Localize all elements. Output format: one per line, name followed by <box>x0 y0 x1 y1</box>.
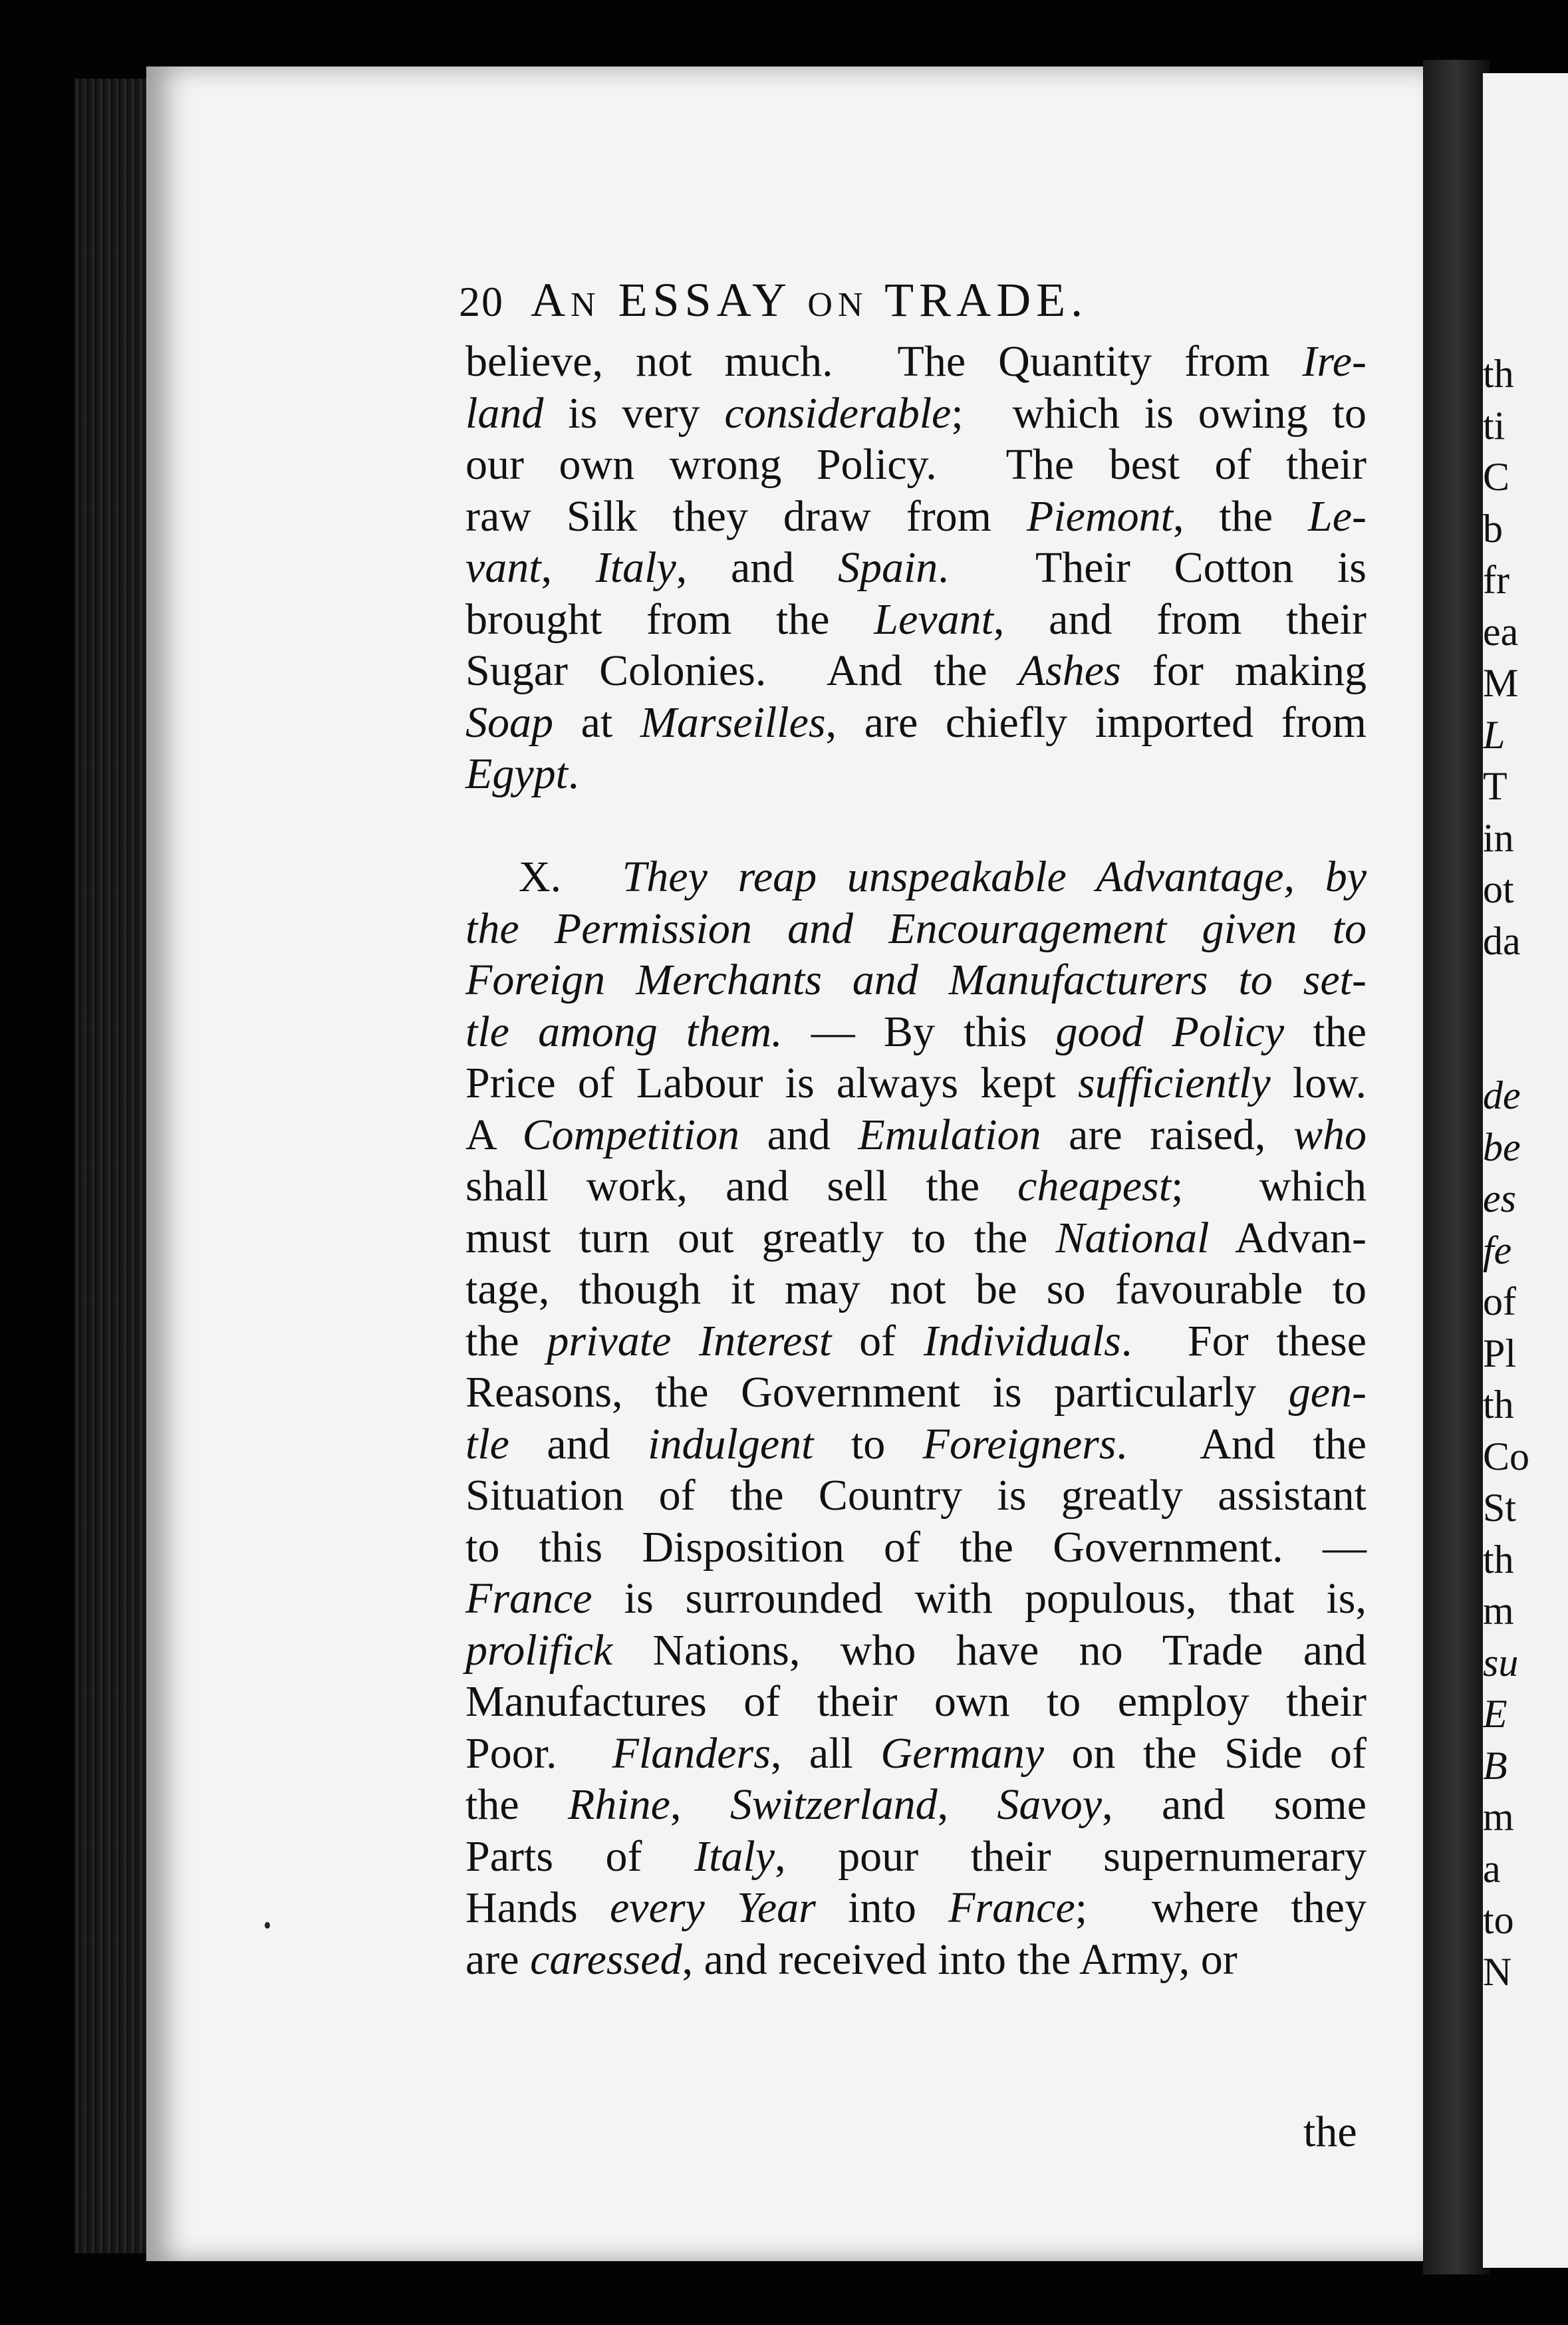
roman-text: brought from the <box>465 595 874 644</box>
text-line <box>465 851 1367 903</box>
italic-text: caressed <box>530 1935 682 1984</box>
italic-text: Competition <box>522 1110 739 1159</box>
italic-text: tle among them. <box>465 1007 783 1056</box>
roman-text: Situation of the Country is greatly assistant <box>465 1471 1367 1520</box>
roman-text: the <box>465 1316 547 1365</box>
italic-text: land <box>465 388 544 438</box>
adjacent-page-line: es <box>1483 1176 1516 1220</box>
text-line <box>465 1109 1367 1161</box>
roman-text: , <box>541 543 596 592</box>
text-line <box>465 542 1367 594</box>
title-initial-a: A <box>531 273 571 327</box>
adjacent-page-line: ot <box>1483 867 1514 911</box>
adjacent-page-line: M <box>1483 661 1519 705</box>
adjacent-page-line: th <box>1483 352 1514 396</box>
adjacent-page-line: ti <box>1483 403 1505 448</box>
italic-text: National <box>1055 1213 1210 1262</box>
roman-text: ; which <box>1171 1162 1367 1210</box>
roman-text: are <box>465 1935 531 1984</box>
adjacent-page-line: T <box>1483 764 1507 808</box>
italic-text: France <box>465 1574 592 1623</box>
roman-text: , pour their supernumerary <box>775 1832 1367 1881</box>
italic-text: vant <box>465 543 541 592</box>
italic-text: indulgent <box>648 1419 814 1468</box>
italic-text: Foreign Merchants and Manufacturers to set- <box>465 956 1367 1004</box>
adjacent-page-line: N <box>1483 1949 1512 1994</box>
roman-text: low. <box>1270 1059 1367 1107</box>
adjacent-page-line: a <box>1483 1846 1501 1891</box>
roman-text: Price of Labour is always kept <box>465 1059 1079 1107</box>
italic-text: Piemont <box>1027 491 1173 541</box>
adjacent-page-line: fe <box>1483 1228 1512 1272</box>
adjacent-page-line: m <box>1483 1589 1514 1633</box>
adjacent-page-line: m <box>1483 1795 1514 1839</box>
adjacent-page-line: su <box>1483 1640 1519 1685</box>
text-line <box>465 594 1367 646</box>
italic-text: They reap unspeakable Advantage, by <box>622 853 1367 901</box>
text-line <box>465 1676 1367 1728</box>
roman-text: at <box>553 698 640 747</box>
roman-text: Advan- <box>1209 1213 1367 1262</box>
italic-text: Ire- <box>1302 337 1367 386</box>
text-line <box>465 1006 1367 1058</box>
italic-text: private Interest <box>547 1316 832 1365</box>
roman-text: X. <box>519 853 622 901</box>
italic-text: Levant <box>874 595 993 644</box>
paragraph-spacer <box>465 800 1367 852</box>
roman-text: — By this <box>782 1007 1056 1056</box>
roman-text: , <box>670 1780 730 1829</box>
adjacent-page-line: B <box>1483 1743 1507 1788</box>
italic-text: Soap <box>465 698 553 747</box>
italic-text: Emulation <box>858 1110 1041 1159</box>
italic-text: who <box>1293 1110 1367 1159</box>
italic-text: sufficiently <box>1078 1059 1271 1107</box>
adjacent-page-line: da <box>1483 918 1521 963</box>
italic-text: the Permission and Encouragement given to <box>465 904 1367 953</box>
text-line <box>465 1161 1367 1212</box>
adjacent-page-line: of <box>1483 1280 1516 1323</box>
running-head <box>459 273 1257 328</box>
title-trade: TRADE. <box>868 273 1089 327</box>
roman-text: our own wrong Policy. The best of their <box>465 440 1367 489</box>
italic-text: France <box>948 1883 1075 1932</box>
text-line <box>465 388 1367 440</box>
text-line <box>465 1522 1367 1573</box>
italic-text: Le- <box>1308 491 1367 541</box>
italic-text: Flanders <box>612 1728 771 1778</box>
text-line <box>465 1419 1367 1470</box>
text-line <box>465 903 1367 955</box>
roman-text: and <box>739 1110 858 1159</box>
italic-text: every Year <box>609 1883 816 1932</box>
roman-text: Sugar Colonies. And the <box>465 646 1019 695</box>
italic-text: Rhine <box>568 1780 670 1829</box>
body-text <box>465 336 1367 1985</box>
italic-text: Marseilles <box>640 698 826 747</box>
text-line <box>465 1367 1367 1419</box>
italic-text: Italy <box>694 1832 775 1881</box>
roman-text: , and received into the Army, or <box>682 1935 1238 1984</box>
text-line <box>465 1831 1367 1883</box>
roman-text: Hands <box>465 1883 610 1932</box>
text-line <box>465 1779 1367 1831</box>
adjacent-page-line: fr <box>1483 558 1509 602</box>
roman-text: must turn out greatly to the <box>465 1213 1056 1262</box>
roman-text: to this Disposition of the Government. — <box>465 1522 1367 1572</box>
title-essay: ESSAY <box>600 273 808 327</box>
book-gutter <box>1423 60 1490 2274</box>
adjacent-page-line: ea <box>1483 609 1519 654</box>
text-line <box>465 748 1367 800</box>
text-line <box>465 1057 1367 1109</box>
roman-text: ; which is owing to <box>951 388 1367 438</box>
text-line <box>465 954 1367 1006</box>
adjacent-page-line: th <box>1483 1383 1514 1427</box>
text-line <box>465 336 1367 388</box>
roman-text: . For these <box>1120 1316 1367 1365</box>
roman-text: ; where they <box>1075 1883 1367 1932</box>
roman-text: Parts of <box>465 1832 695 1881</box>
adjacent-page-line: St <box>1483 1486 1517 1530</box>
adjacent-page-line: E <box>1483 1692 1507 1736</box>
adjacent-page-line: be <box>1483 1125 1521 1169</box>
roman-text: the <box>465 1780 569 1829</box>
roman-text: are raised, <box>1041 1110 1293 1159</box>
italic-text: Spain <box>837 543 938 592</box>
roman-text: Manufactures of their own to employ their <box>465 1677 1367 1726</box>
text-line <box>465 645 1367 697</box>
title-small-cap-o: O <box>807 286 838 324</box>
book-page-edges <box>74 78 148 2253</box>
roman-text: raw Silk they draw from <box>465 491 1027 541</box>
roman-text: . <box>567 750 579 798</box>
catchword: the <box>1303 2108 1357 2156</box>
italic-text: considerable <box>724 388 952 438</box>
text-line <box>465 1625 1367 1677</box>
italic-text: prolifick <box>465 1625 613 1675</box>
roman-text: , all <box>770 1728 881 1778</box>
roman-text: is very <box>543 388 725 438</box>
adjacent-page-line: Pl <box>1483 1331 1517 1375</box>
italic-text: Germany <box>880 1728 1045 1778</box>
italic-text: good Policy <box>1055 1007 1285 1056</box>
roman-text: Poor. <box>465 1728 612 1778</box>
adjacent-page-line: Co <box>1483 1434 1530 1478</box>
italic-text: Individuals <box>923 1316 1121 1365</box>
text-line <box>465 1315 1367 1367</box>
italic-text: Ashes <box>1018 646 1121 695</box>
roman-text: into <box>815 1883 949 1932</box>
text-line <box>465 1470 1367 1522</box>
roman-text: tage, though it may not be so favourable to <box>465 1265 1367 1313</box>
roman-text: . And the <box>1116 1419 1367 1468</box>
roman-text: , are chiefly imported from <box>825 698 1367 747</box>
roman-text: , and <box>676 543 838 592</box>
page-number: 20 <box>459 278 504 325</box>
roman-text: , and some <box>1102 1780 1367 1829</box>
roman-text: and <box>509 1419 648 1468</box>
text-line <box>465 491 1367 543</box>
italic-text: Switzerland <box>729 1780 938 1829</box>
roman-text: believe, not much. The Quantity from <box>465 337 1303 386</box>
italic-text: Foreigners <box>922 1419 1116 1468</box>
text-line <box>465 1728 1367 1780</box>
italic-text: Italy <box>595 543 676 592</box>
italic-text: gen- <box>1288 1368 1367 1417</box>
roman-text: shall work, and sell the <box>465 1162 1018 1210</box>
adjacent-page-line: C <box>1483 455 1510 499</box>
roman-text: the <box>1284 1007 1367 1056</box>
roman-text: for making <box>1120 646 1367 695</box>
text-line <box>465 1212 1367 1264</box>
adjacent-page-line: de <box>1483 1073 1521 1117</box>
adjacent-page-line: th <box>1483 1537 1514 1581</box>
roman-text: to <box>813 1419 923 1468</box>
italic-text: Savoy <box>997 1780 1103 1829</box>
italic-text: tle <box>465 1419 509 1468</box>
roman-text: , <box>937 1780 997 1829</box>
roman-text: . Their Cotton is <box>938 543 1367 592</box>
roman-text: A <box>465 1110 523 1159</box>
roman-text: , the <box>1172 491 1309 541</box>
adjacent-page-line: in <box>1483 815 1514 860</box>
title-small-cap-n: N <box>571 286 601 324</box>
text-line <box>465 1934 1367 1986</box>
text-line <box>465 697 1367 749</box>
text-line <box>465 1882 1367 1934</box>
roman-text: , and from their <box>993 595 1367 644</box>
roman-text: Reasons, the Government is particularly <box>465 1368 1289 1417</box>
adjacent-page-line: to <box>1483 1898 1514 1942</box>
adjacent-page-line: L <box>1483 712 1505 757</box>
title-small-cap-n2: N <box>837 286 868 324</box>
text-line <box>465 1264 1367 1315</box>
italic-text: Egypt <box>465 750 568 798</box>
roman-text: is surrounded with populous, that is, <box>592 1574 1367 1623</box>
roman-text: on the Side of <box>1044 1728 1367 1778</box>
text-line <box>465 1573 1367 1625</box>
adjacent-page-line: b <box>1483 506 1503 551</box>
text-line <box>465 439 1367 491</box>
roman-text: of <box>831 1316 924 1365</box>
ink-speck <box>265 1922 270 1929</box>
roman-text: Nations, who have no Trade and <box>612 1625 1367 1675</box>
adjacent-page-fragment <box>1483 73 1568 2268</box>
italic-text: cheapest <box>1017 1162 1172 1210</box>
